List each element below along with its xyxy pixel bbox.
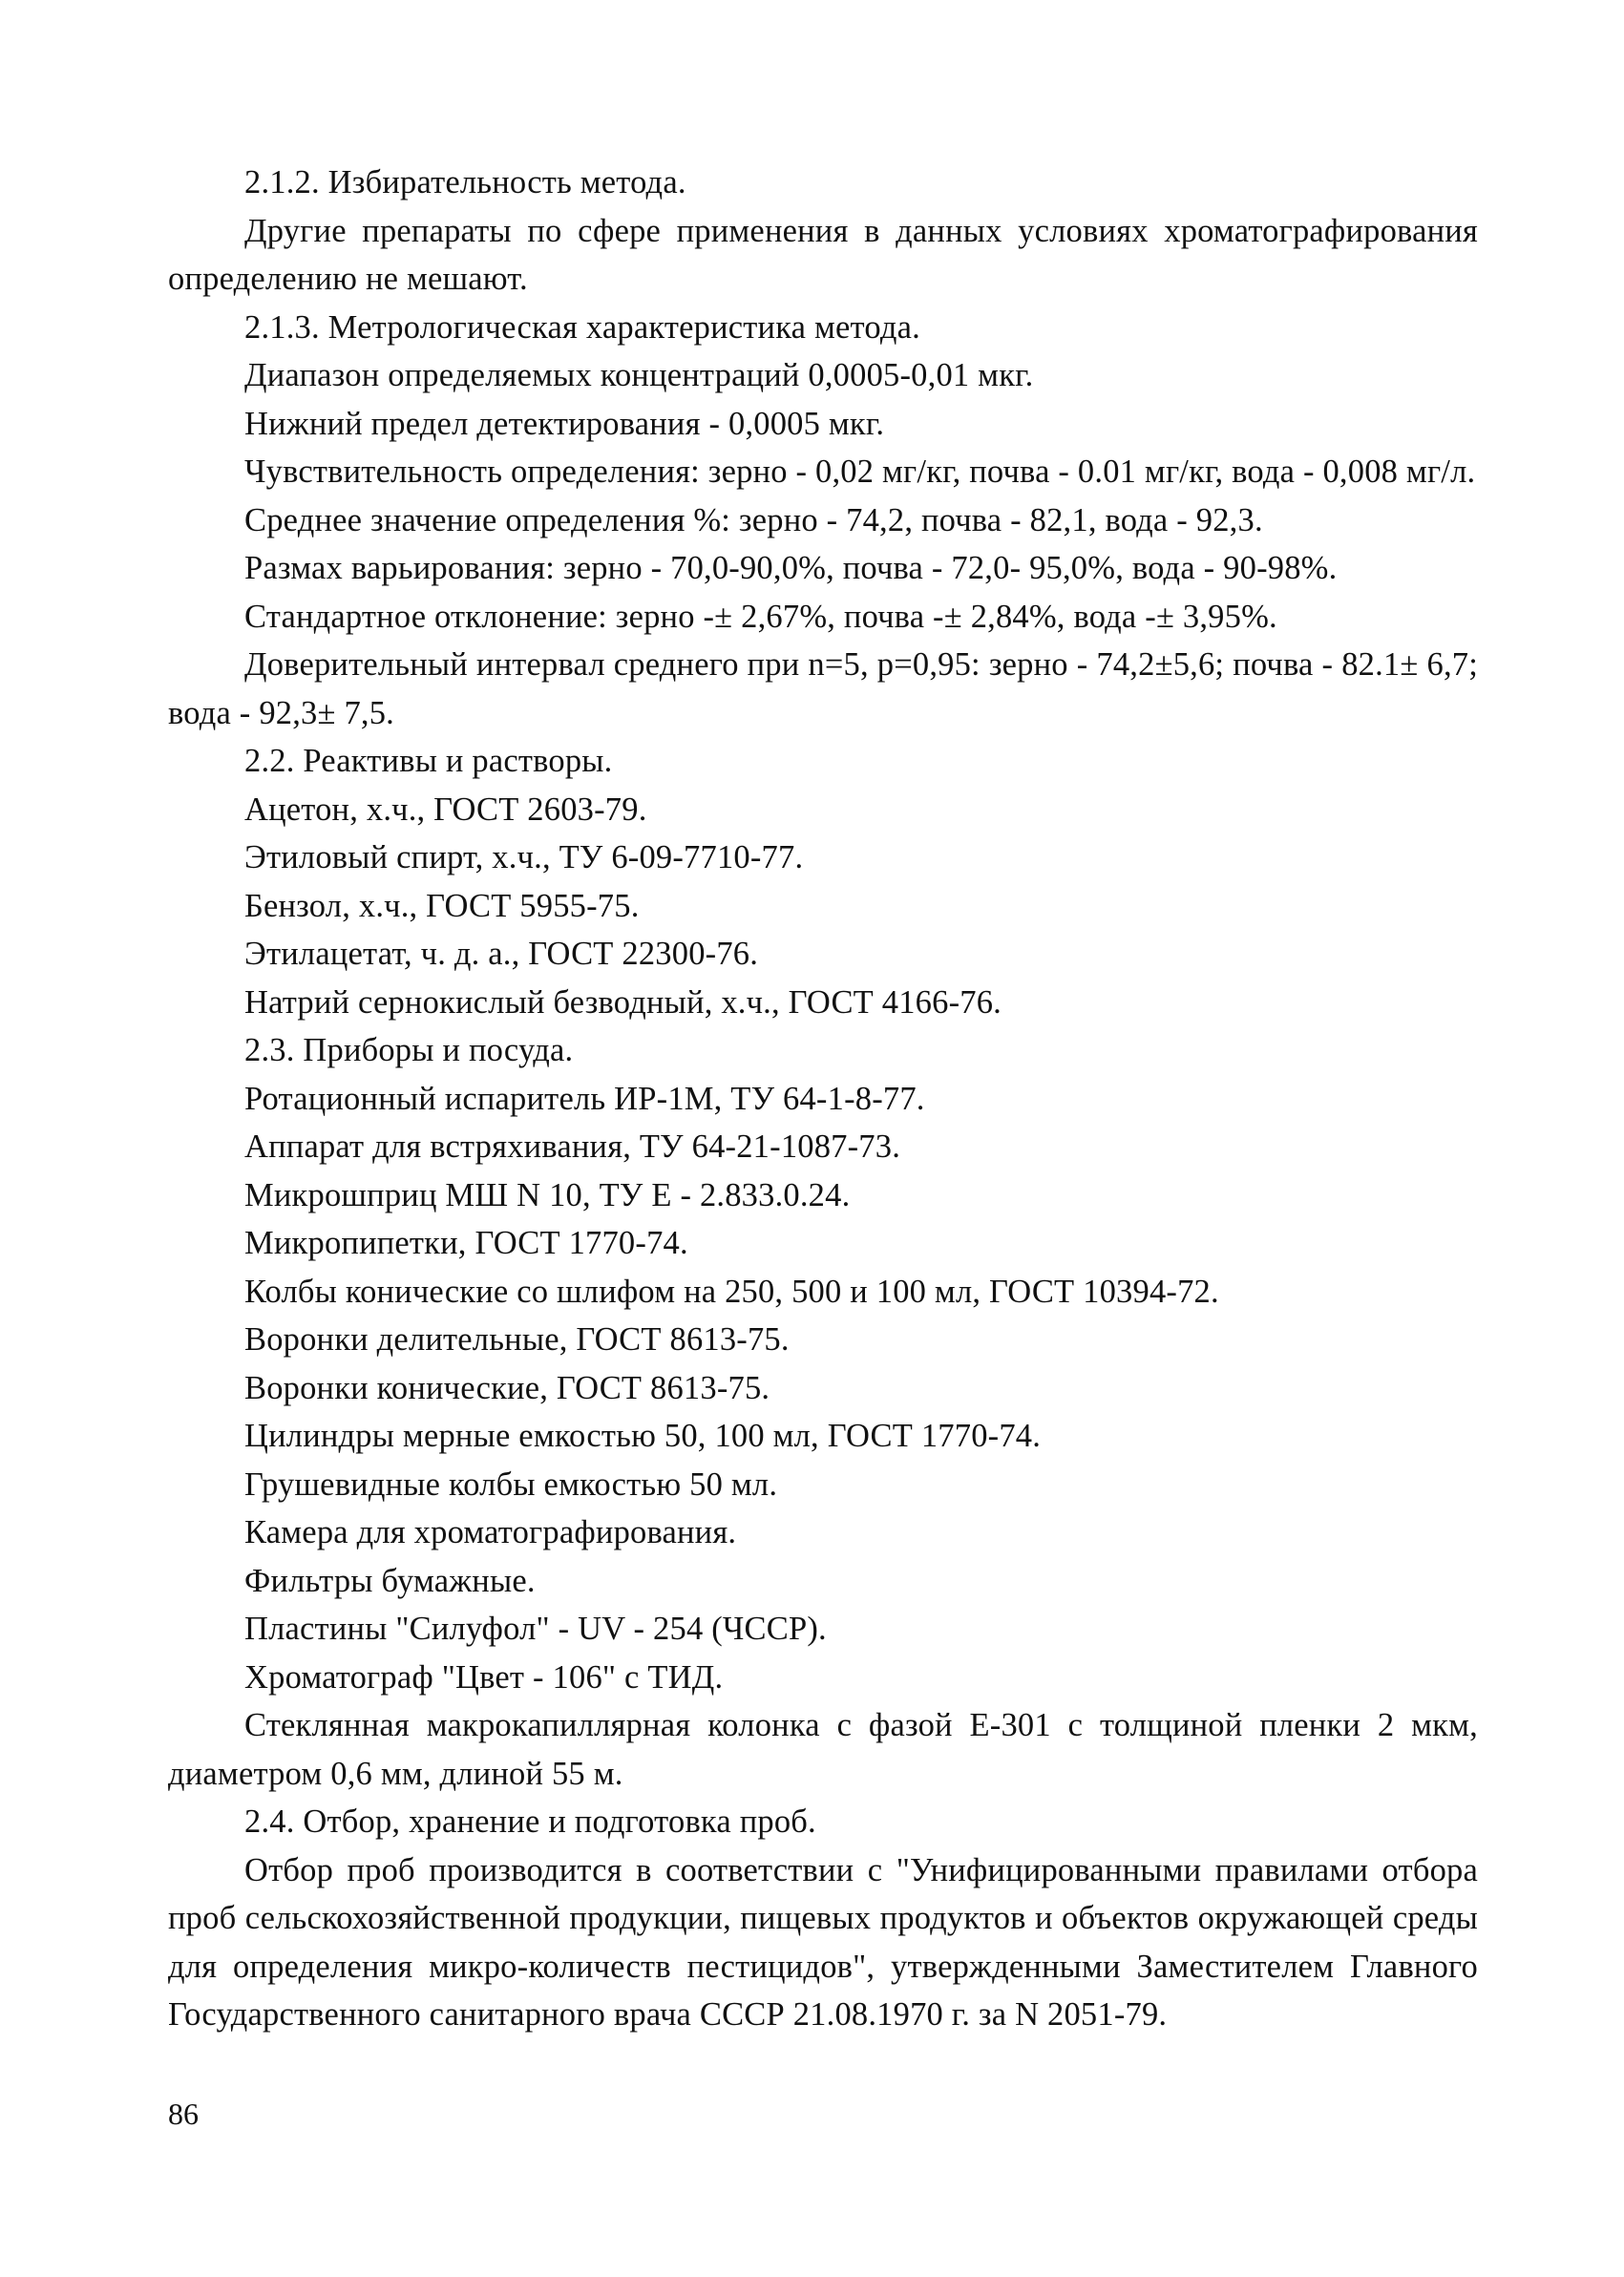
section-heading-2-3: 2.3. Приборы и посуда.	[244, 1032, 574, 1068]
list-item-reagent: Этиловый спирт, х.ч., ТУ 6-09-7710-77.	[244, 839, 804, 875]
list-item-equipment: Воронки конические, ГОСТ 8613-75.	[244, 1369, 770, 1406]
list-item-equipment: Микрошприц МШ N 10, ТУ Е - 2.833.0.24.	[244, 1176, 851, 1213]
paragraph-confidence-interval: Доверительный интервал среднего при n=5, p=0,95: зерно - 74,2±5,6; почва - 82.1± 6,7; вода - 92,3± 7,5.	[168, 646, 1478, 731]
list-item-equipment: Цилиндры мерные емкостью 50, 100 мл, ГОСТ 1770-74.	[244, 1418, 1042, 1454]
paragraph-sampling: Отбор проб производится в соответствии с "Унифицированными правилами отбора проб сельскохозяйственной продукции, пищевых продуктов и объектов окружающей среды для определения микро-количеств пестицидов", утвержденными Заместителем Главного Государственного санитарного врача СССР 21.08.1970 г. за N 2051-79.	[168, 1851, 1478, 2033]
list-item-reagent: Бензол, х.ч., ГОСТ 5955-75.	[244, 887, 640, 924]
list-item-equipment: Грушевидные колбы емкостью 50 мл.	[244, 1465, 778, 1503]
paragraph-selectivity: Другие препараты по сфере применения в данных условиях хроматографирования определению не мешают.	[168, 212, 1478, 297]
section-heading-2-4: 2.4. Отбор, хранение и подготовка проб.	[244, 1803, 816, 1840]
section-heading-2-2: 2.2. Реактивы и растворы.	[244, 743, 613, 779]
document-body	[168, 158, 1478, 2039]
list-item-equipment: Колбы конические со шлифом на 250, 500 и 100 мл, ГОСТ 10394-72.	[244, 1273, 1219, 1310]
list-item-equipment: Хроматограф "Цвет - 106" с ТИД.	[244, 1658, 724, 1696]
page-number: 86	[168, 2097, 199, 2131]
paragraph-sensitivity: Чувствительность определения: зерно - 0,02 мг/кг, почва - 0.01 мг/кг, вода - 0,008 мг/л.	[244, 453, 1476, 490]
list-item-reagent: Этилацетат, ч. д. а., ГОСТ 22300-76.	[244, 936, 759, 972]
section-heading-2-1-3: 2.1.3. Метрологическая характеристика метода.	[244, 308, 920, 346]
list-item-equipment: Стеклянная макрокапиллярная колонка с фазой Е-301 с толщиной пленки 2 мкм, диаметром 0,6 мм, длиной 55 м.	[168, 1707, 1478, 1792]
list-item-equipment: Пластины "Силуфол" - UV - 254 (ЧССР).	[244, 1611, 827, 1647]
list-item-equipment: Ротационный испаритель ИР-1М, ТУ 64-1-8-77.	[244, 1080, 925, 1117]
list-item-reagent: Натрий сернокислый безводный, х.ч., ГОСТ 4166-76.	[244, 983, 1002, 1021]
list-item-equipment: Микропипетки, ГОСТ 1770-74.	[244, 1225, 688, 1261]
list-item-reagent: Ацетон, х.ч., ГОСТ 2603-79.	[244, 791, 647, 828]
list-item-equipment: Камера для хроматографирования.	[244, 1514, 737, 1550]
paragraph-detection-limit: Нижний предел детектирования - 0,0005 мкг.	[244, 405, 885, 442]
paragraph-mean-value: Среднее значение определения %: зерно - 74,2, почва - 82,1, вода - 92,3.	[244, 501, 1263, 538]
paragraph-range: Диапазон определяемых концентраций 0,0005-0,01 мкг.	[244, 357, 1034, 393]
list-item-equipment: Фильтры бумажные.	[244, 1562, 536, 1599]
section-heading-2-1-2: 2.1.2. Избирательность метода.	[244, 164, 686, 200]
paragraph-variation-range: Размах варьирования: зерно - 70,0-90,0%, почва - 72,0- 95,0%, вода - 90-98%.	[244, 550, 1338, 586]
list-item-equipment: Аппарат для встряхивания, ТУ 64-21-1087-73.	[244, 1128, 901, 1165]
paragraph-standard-deviation: Стандартное отклонение: зерно -± 2,67%, почва -± 2,84%, вода -± 3,95%.	[244, 598, 1277, 635]
list-item-equipment: Воронки делительные, ГОСТ 8613-75.	[244, 1321, 790, 1358]
